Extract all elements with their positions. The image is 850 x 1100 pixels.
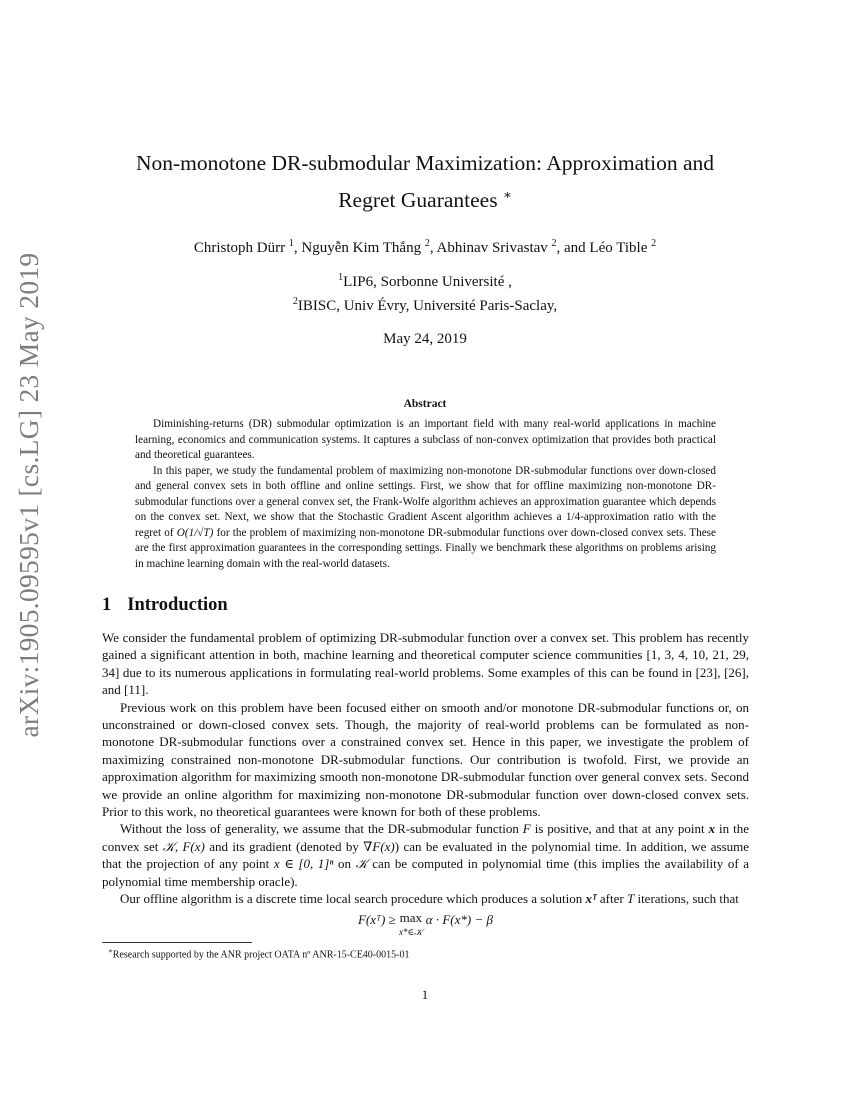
title-footnote-mark: ∗ <box>502 187 512 202</box>
author-3: Abhinav Srivastav <box>436 240 548 256</box>
intro-paragraph-2: Previous work on this problem have been focused either on smooth and/or monotone DR-submodular functions or, on unconstrained or down-closed convex sets. Though, the majority of real-world problems can be formulated as non-monotone DR-submodular functions over a constrained convex set. Hence in this paper, we investigate the problem of maximizing constrained non-monotone DR-submodular functions. Our contribution is twofold. First, we provide an approximation algorithm for maximizing smooth non-monotone DR-submodular function over general convex sets. Second we provide an online algorithm for maximizing non-monotone DR-submodular function over down-closed convex sets. Prior to this work, no theoretical guarantees were known for both of these problems. <box>102 699 749 820</box>
intro-p3-f: on <box>338 856 352 872</box>
eq-lhs: F(xᵀ) ≥ <box>357 911 396 927</box>
arxiv-stamp: arXiv:1905.09595v1 [cs.LG] 23 May 2019 <box>13 252 44 738</box>
affiliation-2 <box>90 292 760 316</box>
paper-title <box>90 148 760 216</box>
math-Fx: F(x) <box>182 838 205 854</box>
math-K-2: 𝒦 <box>355 856 368 872</box>
intro-p3-d: and its gradient (denoted by <box>209 838 359 854</box>
author-list: Christoph Dürr $^1$, Nguyễn Kim Thắng $^2$, Abhinav Srivastav $^2$, and Léo Tible $^2$ <box>193 238 657 256</box>
eq-max-subscript: x*∈𝒦 <box>399 926 423 937</box>
math-gradient: ∇F(x) <box>363 838 395 854</box>
page-number: 1 <box>421 987 429 1002</box>
math-K: 𝒦 <box>162 838 175 854</box>
author-3-sup: 2 <box>551 238 557 249</box>
intro-p3-g: can be computed in polynomial time (this implies the availability of a polynomial time membership oracle). <box>102 856 749 889</box>
eq-max-operator <box>399 911 423 939</box>
section-number: 1 <box>102 595 112 615</box>
author-2-sup: 2 <box>424 238 430 249</box>
section-title: Introduction <box>127 595 228 615</box>
footnote-rule <box>102 942 252 943</box>
abstract-p2-part-a: In this paper, we study the fundamental problem of maximizing non-monotone DR-submodular functions over down-closed and general convex sets in both offline and online settings. First, we show that for offline maximizing non-monotone DR-submodular functions over a general convex set, the Frank-Wolfe algorithm achieves an approximation guarantee which depends on the convex set. Next, we show that the Stochastic Gradient Ascent algorithm achieves a 1/4-approximation ratio with the regret of <box>135 464 716 539</box>
author-4-sup: 2 <box>651 238 657 249</box>
author-1: Christoph Dürr <box>193 240 286 256</box>
math-F: F <box>522 821 531 837</box>
math-x-in-cube: x ∈ [0, 1]ⁿ <box>273 856 334 872</box>
paper-date: May 24, 2019 <box>383 331 467 347</box>
abstract-paragraph-2 <box>135 464 716 573</box>
abstract-paragraph-1: Diminishing-returns (DR) submodular optimization is an important field with many real-world applications in machine learning, economics and communication systems. It captures a subclass of non-convex optimization that provides both practical and theoretical guarantees. <box>135 418 716 461</box>
math-T: T <box>626 891 635 907</box>
affiliation-1-sup: 1 <box>338 272 344 283</box>
intro-paragraph-4 <box>102 890 749 907</box>
display-equation <box>102 911 749 939</box>
intro-p4-c: iterations, such that <box>637 891 739 907</box>
arxiv-stamp-container <box>6 252 52 738</box>
affiliations <box>90 268 760 316</box>
eq-rhs: α · F(x*) − β <box>425 911 493 927</box>
author-1-sup: 1 <box>288 238 294 249</box>
intro-p4-b: after <box>599 891 624 907</box>
math-x: x <box>708 821 716 837</box>
author-4: and Léo Tible <box>564 240 648 256</box>
title-line-2-text: Regret Guarantees <box>338 188 498 213</box>
regret-bound-math: O(1/√T) <box>176 526 214 539</box>
intro-p3-e: ) can be evaluated in the polynomial time. In addition, we assume that the projection of any point <box>102 838 750 872</box>
footnote <box>108 947 409 960</box>
intro-p4-a: Our offline algorithm is a discrete time local search procedure which produces a solution <box>120 891 583 907</box>
footnote-text: Research supported by the ANR project OATA nº ANR-15-CE40-0015-01 <box>112 949 410 961</box>
title-line-1: Non-monotone DR-submodular Maximization: Approximation and <box>135 151 715 175</box>
footnote-mark: ∗ <box>108 947 113 955</box>
affiliation-1 <box>90 268 760 292</box>
intro-p3-c: in the convex set <box>102 821 749 854</box>
affiliation-2-text: IBISC, Univ Évry, Université Paris-Saclay, <box>297 298 558 314</box>
intro-paragraph-1: We consider the fundamental problem of optimizing DR-submodular function over a convex set. This problem has recently gained a significant attention in both, machine learning and theoretical computer science communities [1, 3, 4, 10, 21, 29, 34] due to its numerous applications in formulating real-world problems. Some examples of this can be found in [23], [26], and [11]. <box>102 630 749 698</box>
math-xT: xᵀ <box>585 891 597 907</box>
eq-max: max <box>399 909 422 925</box>
introduction-body <box>102 629 749 939</box>
abstract-body <box>135 417 716 572</box>
intro-p3-a: Without the loss of generality, we assume that the DR-submodular function <box>120 821 519 837</box>
intro-p3-b: is positive, and that at any point <box>534 821 705 837</box>
section-heading-introduction <box>102 595 228 616</box>
author-2: Nguyễn Kim Thắng <box>301 240 422 256</box>
title-line-2 <box>90 179 760 216</box>
affiliation-1-text: LIP6, Sorbonne Université , <box>343 274 512 290</box>
abstract-heading: Abstract <box>403 398 447 410</box>
affiliation-2-sup: 2 <box>292 296 298 307</box>
intro-paragraph-3: Without the loss of generality, we assume that the DR-submodular function F is positive, and that at any point x in the convex set 𝒦, F(x) and its gradient (denoted by ∇F(x)) can be evaluated in the polynomial time. In addition, we assume that the projection of any point x ∈ [0, 1]ⁿ on 𝒦 can be computed in polynomial time (this implies the availability of a polynomial time membership oracle). <box>102 821 750 889</box>
abstract-p2-part-b: for the problem of maximizing non-monotone DR-submodular functions over down-closed convex sets. These are the first approximation guarantees in the corresponding settings. Finally we benchmark these algorithms on problems arising in machine learning domain with the real-world datasets. <box>135 526 716 570</box>
